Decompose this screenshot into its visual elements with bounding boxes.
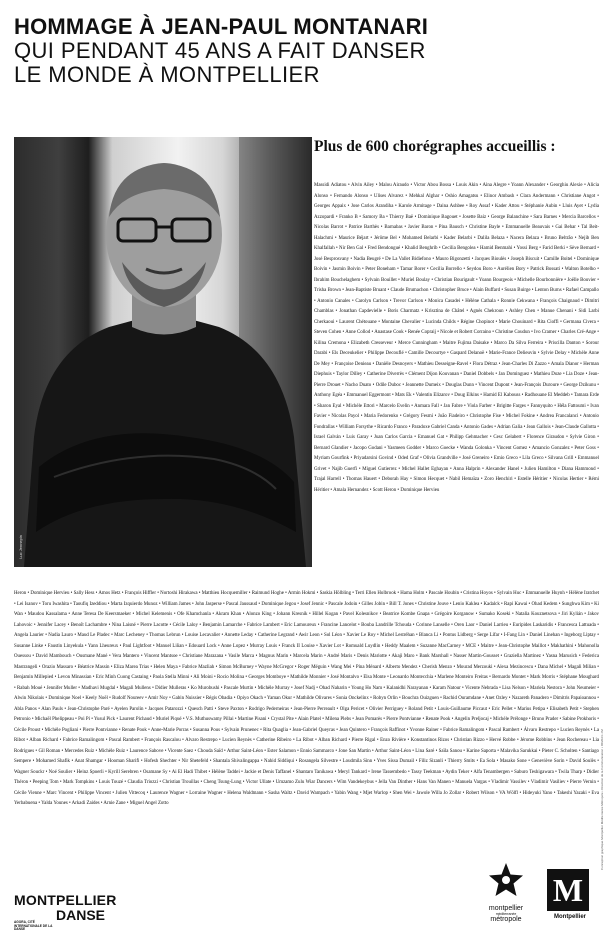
- page-subtitle-line-2: LE MONDE À MONTPELLIER: [14, 62, 320, 87]
- intro-heading: Plus de 600 chorégraphes accueillis :: [314, 138, 556, 155]
- side-credit: Conception graphique Montpellier Méditerranée Métropole • Direction de la Communication • 06/2024 • IM: [600, 729, 604, 870]
- city-logo-name: Montpellier: [553, 914, 586, 920]
- page-title: HOMMAGE À JEAN-PAUL MONTANARI: [14, 14, 429, 39]
- logo-text-top: MONTPELLIER: [14, 892, 117, 908]
- metropole-name-1: montpellier: [488, 905, 524, 912]
- montpellier-city-logo: [541, 869, 599, 935]
- photo-credit: Luc Jennepin: [18, 535, 23, 559]
- portrait-photo: [14, 137, 312, 567]
- metropole-name-2: métropole: [490, 916, 522, 923]
- choreographer-list-right: Massidi Adiatou • Alvin Ailey • Malou Airaudo • Victor Abou Bossa • Louis Akin • Aina Alegre • Yoann Alexander • Georghiu Alexie • Alicia Alonso • Fernando Alonso • Ulises Alvarez • Mehkal Alghar • Oshio Amagatsu • Elinor Ambash • Clara Andermann • Christiane Angot • Georges Appaix • Jose Carlos Arandiha • Karole Armitage • Daina Ashbee • Roy Assaf • Kader Attou • Stéphanie Aubin • Lluis Ayet • Lydia Azzopardi • Franko B • Samory Ba • Thierry Baë • Dominique Bagouet • Josette Baiz • George Balanchine • Sara Barnes • Mercia Barcellos • Nicolas Barrot • Patrice Barthès • Barnabas • Javier Baron • Pina Bausch • Christine Bayle • Emmanuelle Beauvais • Gai Behar • Tal Beit-Halachmi • Maurice Béjart • Jérôme Bel • Mohamed Belarbi • Kader Belarbi • Dalila Belaza • Nacera Belaza • Bruno Beltrão • Nejib Ben Khalfallah • Nir Ben Gal • Fred Bendongué • Khalid Benghrib • Cecilia Bengolea • Hamid Benmahi • Yossi Berg • Farid Berki • Sève Bernard • José Besprosvany • Nadia Beugré • De La Vallet Bidiefono • Mauro Bigonzetti • Jacques Bioulès • Joseph Biscuit • Camille Boitel • Dominique Boivin • Jasmin Boivin • Peter Boneham • Tamar Borer • Cecilia Borrello • Seydou Boro • Aurélien Bory • Patrick Bossati • Walton Botelho • Ibrahim Bouchelaghem • Sylvain Bouillet • Muriel Boulay • Christian Bourigault • Yoann Bourgeois • Michelle Bourbonnière • Joëlle Bouvier • Trisha Brown • Jean-Baptiste Bruant • Claude Brumachon • Christopher Bruce • Alain Buffard • Susan Buirge • Lenton Burns • Rafael Campallo • Antonio Canales • Carolyn Carlson • Trevor Carlson • Monica Casadei • Hélène Cathala • Ronnie Cekwana • François Chaignaud • Dimitri Chamblas • Jonathan Capdevielle • Boris Charmatz • Krisztina de Châtel • Agnès Chekroun • Ashley Chen • Manue Chenani • Sidi Larbi Cherkaoui • Laurent Chétouane • Montaine Chevalier • Lucinda Childs • Régine Chopinot • Marie Chouinard • Rita Cioffi • Germana Civera • Steven Cohen • Anne Collod • Anastase Cook • Renée Copraij • Nicole et Robert Corraino • Christine Coudun • Ivo Cramer • Charles Cré-Ange • Kilina Cremona • Elizabeth Cresseveur • Merce Cunningham • Maitre Fujima Daisake • Marco Da Silva Ferreira • Priscilla Danton • Sorour Darabi • Els Deceukelier • Philippe Decouflé • Camille Decourtye • Gaspard Delanoë • Marie-France Delieuvin • Sylvie Delay • Michèle Anne De Mey • Françoise Denieau • Danièle Desnoyers • Mathieu Desseigne-Ravel • Flora Détraz • Jean-Charles Di Zazzo • Amala Dianor • Herman Diephuis • Taylor Dilley • Catherine Diverrès • Clément Dijon Kouvanan • Daniel Dobbels • Jan Dominguez • Mathieu Doze • Lia Doze • Jean-Pierre Drouet • Nacho Duato • Odile Duboc • Jeannette Dumeix • Douglas Dunn • Vincent Dupont • Jean-François Duroure • George Dzikunu • Anthony Egéa • Emmanuel Eggermont • Mats Ek • Valentin Elizarov • Doug Elkins • Hamid El Kabouss • Radhouane El Meddeb • Tamara Erde • Sharon Eyal • Michèle Ettori • Marcelo Evelin • Anmara Fall • Jan Fabre • Viola Farber • Brigitte Farges • Fannyquito • Héla Fattoumi • Ivan Favier • Nicolas Payol • Maria Fedorenko • Grégory Fesmi • João Fiadeiro • Christophe Fise • Michel Fokine • Andrea Francalanci • Antonio Fondrallas • William Forsythe • Ricardo Franco • Paradoxe Gabriel Canda • Antonio Gades • Adrian Galia • Jean Gallois • Jean-Claude Gallotta • Israel Galván • Luis Garay • Juan Carlos Garcia • Emanuel Gat • Philipp Gehmacher • Cesc Gelabert • Florence Giraudon • Sylvie Giron • Bernard Glandier • Jacopo Godani • Yasmeen Godder • Marco Goecke • Wanda Golonka • Vincent Gomez • Amancio Gonzalez • Peter Goss • Myriam Gourfink • Priyadarsini Govind • Oded Graf • Olivia Grandville • José Greneiro • Emio Greco • Lila Greco • Silvana Grill • Emmanuel Grivet • Najib Guerfi • Miguel Gutierrez • Michel Hallet Eghayan • Anna Halprin • Alexander Hanel • Julien Hamilton • Diana Hammond • Trajal Harrell • Thomas Hauert • Deborah Hay • Simon Hecquet • Nabil Hemaïza • Zoro Henchiri • Estelle Héritier • Nicolas Hertier • Rémi Héritier • Amala Hernandez • Scott Heron • Dominique Hervieu: [314, 183, 599, 493]
- montpellier-danse-logo: [14, 893, 117, 938]
- page-header: [14, 14, 599, 87]
- choreographer-list-bottom: Heron • Dominique Hervieu • Sally Hess • Amos Hetz • François Hiffler • Nortoshi Hirakawa • Matthieu Hocquemiller • Raimund Hoghe • Armin Hokmi • Saskia Hölbling • Terri Ellen Holbrook • Hama Holm • Pascale Houbin • Cristina Hoyos • Sylvain Huc • Emmanuelle Huynh • Hélène Iratchet • Lei Isanov • Toru Iwashita • Taoufiq Izeddiou • Marta Izquierdo Munoz • William James • John Jasperse • Pascal Jaussaud • Dominique Jegou • Josef Jennic • Pascale Jodoin • Gilles Jobin • Bill T. Jones • Christine Jouve • Lenio Kaklea • Kadalck • Rapi Kawai • Ohad Kedem • Sunghwa Kim • Ki Wan • Maudou Kassalama • Anne Teresa De Keersmaeker • Michel Kelemenis • Ofe Khamchanla • Akram Khan • Alonzo King • Johann Kresnik • Hillel Kogan • Pavel Kolesnikov • Beatrice Kombe Gnapa • Grégoire Korganow • Sumako Koseki • Natalia Kouznetsova • Jiri Kylián • Jakov Lahovoic • Jennifer Lacey • Benoît Lachambre • Nina Laisné • Pierre Lacotte • Cécile Laloy • Benjamin Lamarche • Fabrice Lambert • Eric Lamoureux • Francine Lancelot • Bouba Landrille Tchouda • Corinne Lanselle • Oren Laor • Daniel Larrieu • Euripides Laskaridis • Francesca Lattuada • Angela Laurier • Nadia Lauro • Maud Le Pladec • Marc Lecheney • Thomas Lebrun • Louise Lecavalier • Annette Leday • Catherine Legrand • Awir Leon • Sol Léon • Xavier Le Roy • Michel Lestréhan • Blanca Li • Pontus Lidberg • Serge Lifar • I-Fang Lin • Daniel Linehan • Ingeborg Liptay • Susanne Linke • Faustin Linyekula • Yann Lheureux • Paul Lightfoot • Manuel Liñan • Edouard Lock • Anne Lopez • Murray Louis • Franck II Louise • Xavier Lot • Romuald Luydlin • Heddy Maalem • Suzanne MacCarney • MCE • Maitre • Jean-Christophe Maillot • Makhathini • Mahonolla Ouessou • David Mambouch • Ousmane Mané • Vera Mantero • Vincent Mantsoe • Christiane Marazana • Vasile Marca • Magnus Marin • Marcela Marin • André Maris • Denis Mariotte • Akaji Maro • Bank Marshall • Nasser Martin-Gousset • Graziella Martinez • Yasna Marusich • Federica Mastrangeli • Orazio Massaro • Béatrice Massin • Eliza Marea Trias • Helen Maya • Fabrice Mazliah • Simon McBurney • Wayne McGregor • Roger Méguin • Wang Mei • Pina Ménard • Alberto Mendez • Cherish Menzo • Mourad Merzouki • Alexa Mezincescu • Dana Michel • Magali Milian • Benjamin Millepied • Levon Minassian • Eric Minh Cuong Castaing • Paola Stella Minni • Ali Moini • Rocio Molina • Georges Momboye • Mathilde Monnier • José Montalvo • Elsa Monte • Leonardo Montecchia • Marlene Monteiro Freitas • Bernardo Montet • Mark Morris • Stéphane Moughard • Rabah Moué • Jennifer Muller • Madhavi Mugdal • Magali Mullens • Didier Mulleras • Ko Murobushi • Pascale Murtin • Michèle Murray • Josef Nadj • Ohad Naharin • Young Ho Nam • Kalanidhi Narayanan • Karam Natour • Vicente Nebrada • Lisa Nelson • Mariela Nestora • John Neumeier • Alwin Nikolais • Dominique Noel • Keely Noël • Rudolf Noureev • Amir Noy • Gabin Nuissier • Régis Obadia • Opiyo Okach • Yaman Okur • Mathilde Olivares • Sonia Onckelinx • Robyn Orlin • Bouchra Ouizguen • Rachid Ouramdane • Anet Ozley • Nazareth Panadero • Dimitris Papaioannou • Abla Panos • Alan Pauls • Jean-Christophe Paré • Ayelen Parolin • Jacques Patarozzi • Quesch Patti • Steve Paxton • Rodrigo Pederneiras • Jean-Pierre Perreault • Olga Pericet • Olivier Perriguey • Roland Petit • Louis-Guillaume Piccaut • Eric Pellet • Marius Petipa • Elisabeth Petit • Stephen Petronio • Michaël Phelippeau • Poi Pi • Yusul Pick • Laurent Pichaud • Muriel Piqué • V.S. Muthuswamy Pillai • Martine Pisani • Crystal Pite • Alain Platel • Milena Plebs • Jean Pomarès • Pierre Pontvianne • Renate Pook • Angelin Preljocaj • Michèle Prélonge • Bruno Prader • Sabine Prokhoris • Cécile Proust • Michèle Pogliani • Pierre Pontvianne • Renate Pook • Anne-Marie Porras • Susanna Pous • Sylvain Prunenec • Rita Quaglia • Jean-Gabriel Queyras • Jean Quintero • François Raffinot • Yvonne Rainer • Fabrice Ramalingom • Pascal Rambert • Álvaro Restrepo • Lucien Reynès • La Ribot • Alban Richard • Fabrice Ramalingom • Pascal Rambert • François Rascalou • Alvaro Restrepo • Lucien Reynès • Catherine Ribeiro • La Ribot • Alban Richard • Pierre Rigal • Enzo Rivière • Konstantinos Rizos • Christian Rizzo • Hervé Robbe • Jérome Robbins • Jean Rochereau • Lia Rodrigues • Gil Roman • Mercedes Ruiz • Michèle Ruiz • Laurence Sabove • Vicente Saez • Chouda Saïd • Arthur Saint-Léon • Ester Salamon • Ennio Sammarco • Jone San Martin • Arthur Saint-Léon • Lina Saré • Saïla Sanou • Karine Saporta • Malavika Sarukkai • Pieter C. Scholten • Santiago Sempere • Mohamed Shafik • Anat Shamgar • Hooman Sharifi • Hofesh Shechter • Nir Shetefeld • Shantala Shivalingappa • Nahid Siddiqui • Rosangela Silvestre • Loudmila Sinn • Yves Sissa Dumail • Filiz Sizanli • Thierry Smits • Ea Sola • Masako Sone • Geneviève Sorin • David Soulès • Wagner Souckr • Noé Soulier • Heinz Spoerli • Kyrill Serebren • Osamane Sy • Ai El Hadi Thibet • Hélène Taddei • Jackie et Denis Taffanel • Shantaro Tanikawa • Meryl Tankard • Irene Tassembedo • Tassy Teekman • Aydin Teker • Alfa Tenambergen • Saburo Teshigawara • Twila Tharp • Didier Théron • Peeping Tom • Mark Tompkins • Louis Touzé • Claudia Triozzi • Christian Trouillas • Cheng Tsung-Lung • Victor Ullate • Umzamo Zulu Wiar Dancers • Wim Vandekeybus • Jella Van Dinther • Hans Van Manen • Manuela Vargas • Vladimir Vassilev • Vladimir Vasiliev • Pierre Vernin • Cécile Vienne • Marc Vincent • Philippe Vincent • Julien Vittecoq • Laurence Wagner • Lorraine Wagner • Helena Waldmann • Sasha Waltz • David Wampach • Yabin Wang • Mjet Warlop • Shen Wei • Jawole Willa Jo Zollar • Robert Wilson • VA Wölfl • Hideyuki Yano • Takeshi Yazaki • Eva Yerbabuena • Yalda Younes • Arkadi Zaides • Arnie Zane • Miguel Angel Zotto: [14, 591, 599, 806]
- metropole-logo: [476, 862, 536, 940]
- logo-subtext: AGORA, CITÉ INTERNATIONALE DE LA DANSE: [14, 920, 53, 932]
- page-subtitle-line-1: QUI PENDANT 45 ANS A FAIT DANSER: [14, 38, 426, 63]
- portrait-illustration: [14, 137, 312, 567]
- city-logo-letter: M: [547, 869, 589, 911]
- logo-text-bottom: DANSE: [56, 907, 106, 923]
- metropole-subname: méditerranée: [495, 912, 517, 916]
- star-icon: [488, 862, 524, 898]
